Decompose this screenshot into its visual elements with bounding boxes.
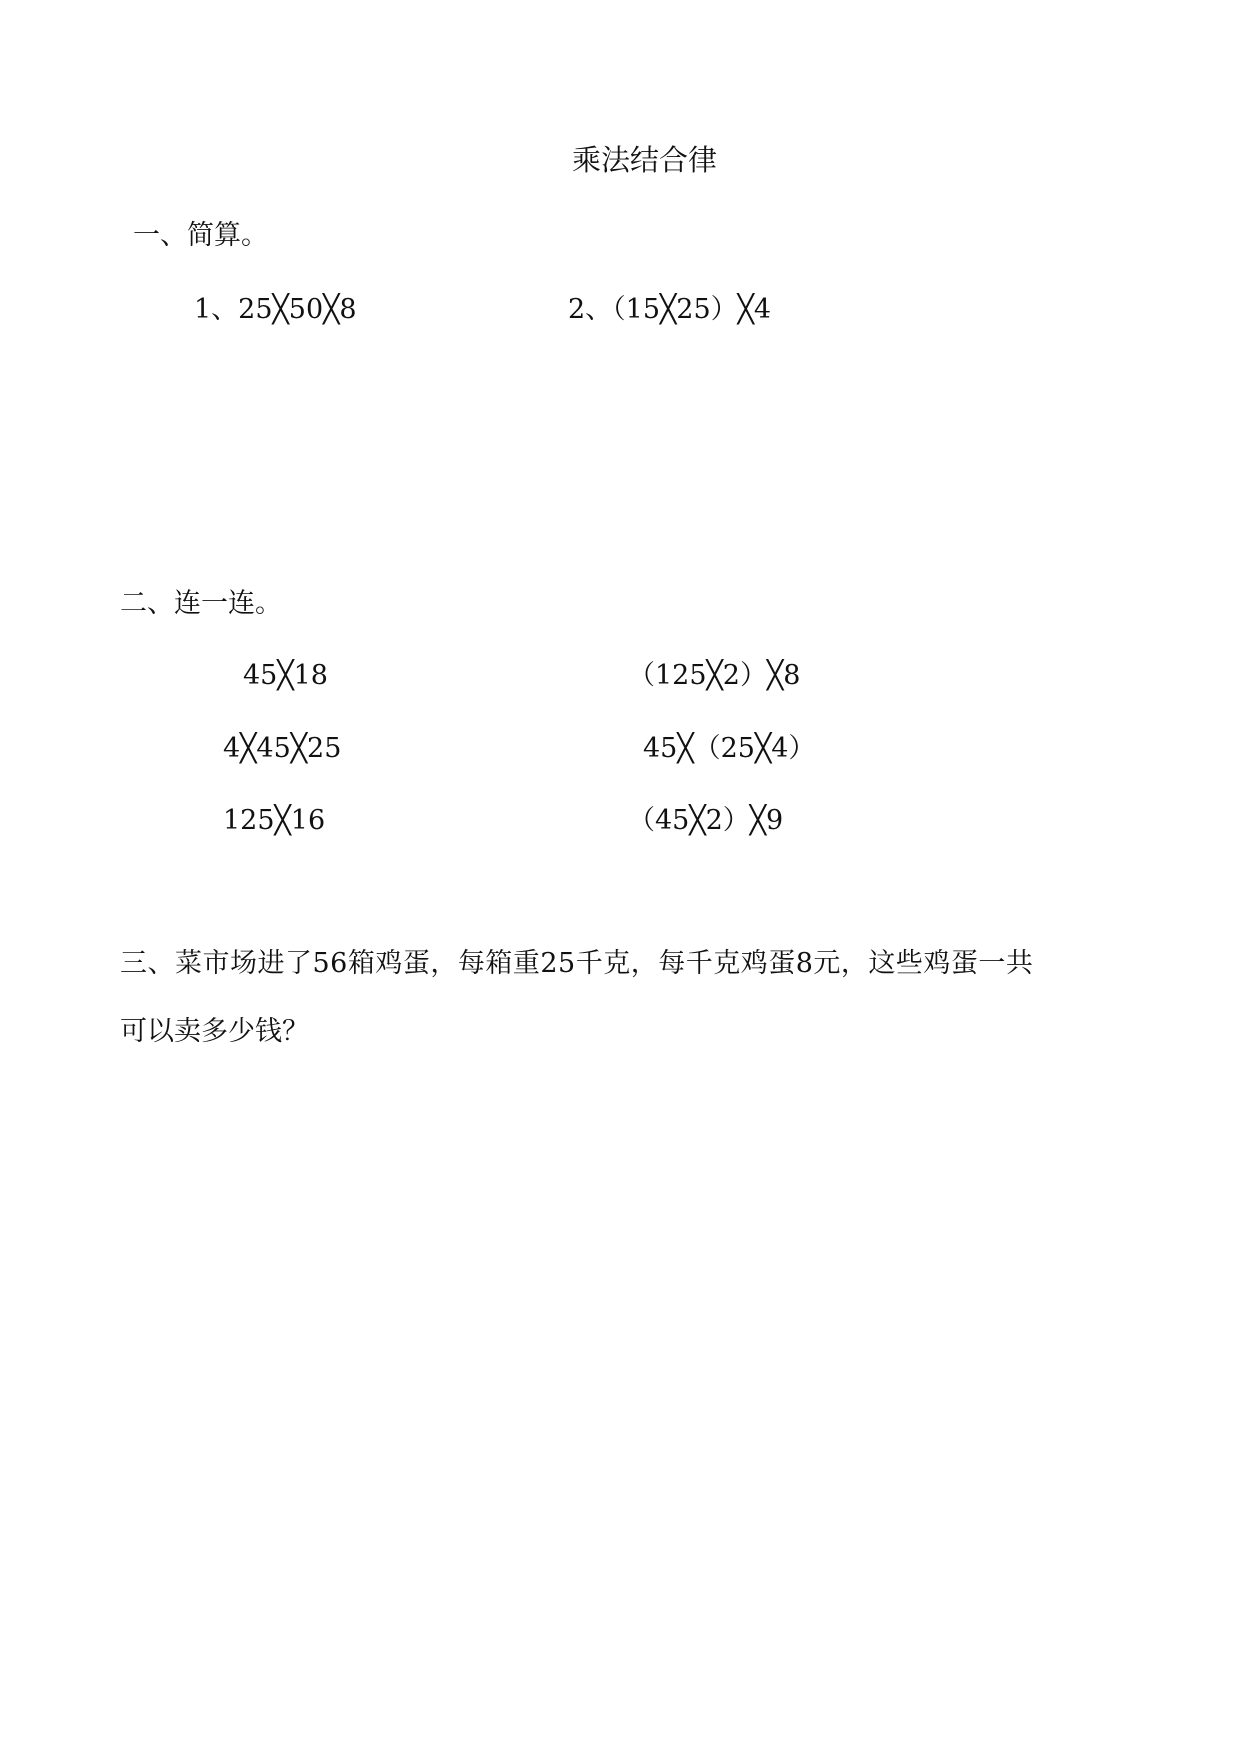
match-left-item: 45╳18 — [243, 660, 328, 691]
page-title: 乘法结合律 — [572, 143, 718, 177]
section-3-problem-line-1: 三、菜市场进了56箱鸡蛋，每箱重25千克，每千克鸡蛋8元，这些鸡蛋一共 — [120, 948, 1034, 979]
section-1-question-2: 2、（15╳25）╳4 — [568, 294, 772, 325]
match-left-item: 4╳45╳25 — [223, 733, 342, 764]
section-1-heading: 一、简算。 — [133, 220, 268, 251]
section-2-heading: 二、连一连。 — [120, 588, 282, 619]
match-left-item: 125╳16 — [223, 805, 326, 836]
section-1-question-1: 1、25╳50╳8 — [194, 294, 357, 325]
match-right-item: （45╳2）╳9 — [628, 805, 784, 836]
match-right-item: 45╳（25╳4） — [643, 733, 816, 764]
section-3-problem-line-2: 可以卖多少钱？ — [120, 1016, 309, 1047]
match-right-item: （125╳2）╳8 — [628, 660, 801, 691]
